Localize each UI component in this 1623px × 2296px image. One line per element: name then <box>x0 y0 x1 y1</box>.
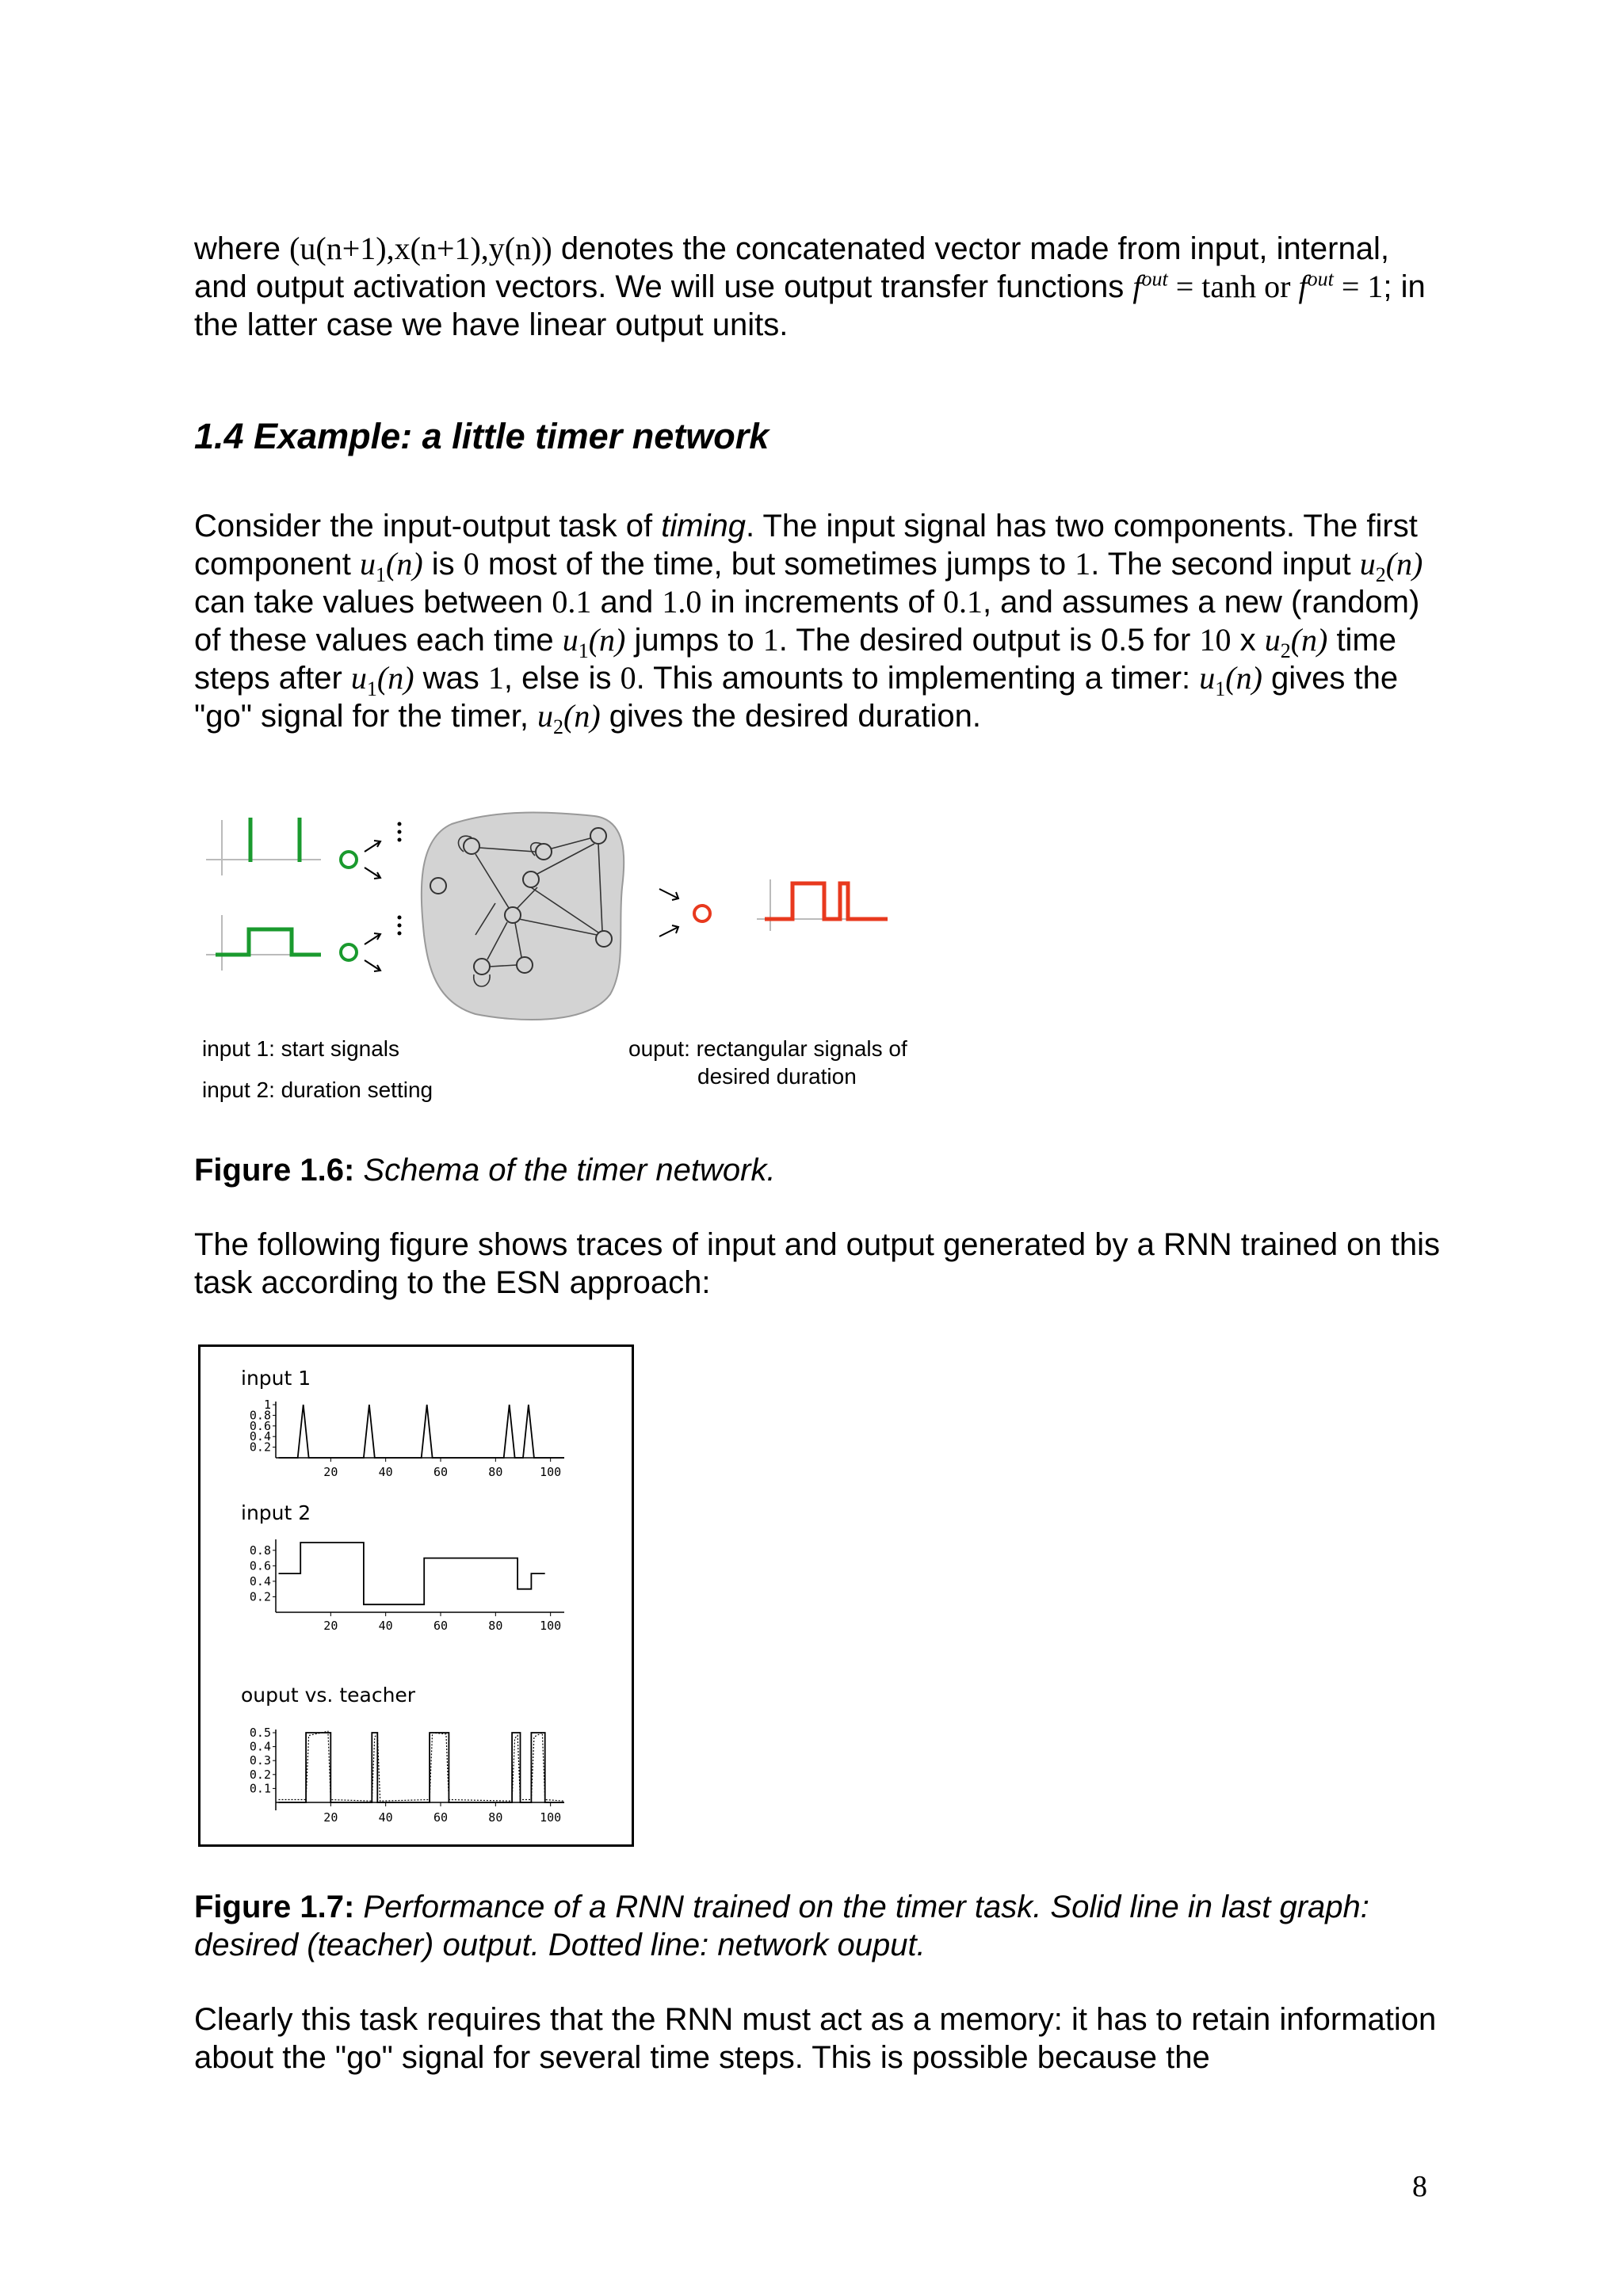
chart-title-input1: input 1 <box>241 1367 311 1390</box>
text: gives the "go" signal for the timer, <box>194 661 1399 734</box>
math-u: u <box>350 660 367 696</box>
text: . The desired output is 0.5 for <box>778 623 1200 658</box>
timer-network-schema <box>198 800 911 1038</box>
x-tick-label: 40 <box>378 1465 393 1479</box>
intro-math: = 1 <box>1333 269 1384 304</box>
x-tick-label: 20 <box>323 1619 338 1633</box>
text: is <box>422 547 464 582</box>
figure-1-6-caption <box>194 1151 1446 1189</box>
caption-label: Figure 1.7: <box>194 1890 355 1924</box>
math-sub: 1 <box>376 563 387 586</box>
label-output-line1: ouput: rectangular signals of <box>628 1036 907 1061</box>
math-num: 0 <box>620 660 636 696</box>
text: was <box>414 661 488 696</box>
x-tick-label: 20 <box>323 1810 338 1825</box>
x-tick-label: 80 <box>488 1619 503 1633</box>
input2-signal <box>206 915 321 971</box>
y-tick-label: 0.1 <box>249 1781 271 1796</box>
y-tick-label: 0.2 <box>249 1767 271 1782</box>
y-tick-label: 0.5 <box>249 1726 271 1740</box>
math-num: 1 <box>487 660 504 696</box>
math-num: 1 <box>1075 546 1091 582</box>
chart-input2 <box>238 1533 602 1640</box>
y-tick-label: 1 <box>263 1398 271 1412</box>
text-italic: timing <box>661 509 746 543</box>
input-node-2 <box>341 944 357 960</box>
y-tick-label: 0.4 <box>249 1739 271 1754</box>
math-num: 0 <box>463 546 479 582</box>
series-line-0 <box>279 1405 565 1458</box>
intro-math: = tanh or <box>1167 269 1299 304</box>
x-tick-label: 100 <box>540 1619 562 1633</box>
closing-paragraph: Clearly this task requires that the RNN must act as a memory: it has to retain information about the "go" signal for several time steps. This is possible because the <box>194 2002 1437 2075</box>
text: x <box>1231 623 1265 658</box>
ellipsis-dots <box>398 822 402 936</box>
caption-text: Schema of the timer network. <box>363 1153 776 1188</box>
label-input1: input 1: start signals <box>202 1036 400 1061</box>
label-output-line2: desired duration <box>697 1064 857 1089</box>
intro-math-vector: (u(n+1),x(n+1),y(n)) <box>289 231 552 266</box>
math-n: (n) <box>563 698 601 734</box>
input1-signal <box>206 818 321 875</box>
output-signal <box>757 879 888 931</box>
x-tick-label: 60 <box>433 1810 449 1825</box>
input-arrows <box>365 841 380 971</box>
output-arrows <box>659 889 678 936</box>
series-line-network <box>279 1731 565 1801</box>
x-tick-label: 100 <box>540 1465 562 1479</box>
page-number: 8 <box>1412 2170 1427 2203</box>
math-n: (n) <box>1385 546 1423 582</box>
intro-paragraph <box>194 230 1446 344</box>
x-tick-label: 60 <box>433 1619 449 1633</box>
math-sub: 1 <box>578 639 589 662</box>
math-num: 10 <box>1199 622 1232 658</box>
series-line-1 <box>279 1543 545 1604</box>
task-paragraph <box>194 507 1446 738</box>
section-heading: 1.4 Example: a little timer network <box>194 416 769 456</box>
math-u: u <box>562 622 579 658</box>
chart-output <box>238 1723 602 1830</box>
x-tick-label: 80 <box>488 1810 503 1825</box>
text: most of the time, but sometimes jumps to <box>479 547 1075 582</box>
math-n: (n) <box>1290 622 1328 658</box>
intro-math-f: f <box>1132 269 1142 304</box>
x-tick-label: 80 <box>488 1465 503 1479</box>
math-num: 0.1 <box>552 584 592 620</box>
y-tick-label: 0.2 <box>249 1589 271 1604</box>
math-sub: 1 <box>1215 677 1226 700</box>
text: in increments of <box>701 585 943 620</box>
x-tick-label: 60 <box>433 1465 449 1479</box>
math-num: 0.1 <box>942 584 983 620</box>
label-input2: input 2: duration setting <box>202 1077 433 1102</box>
math-u: u <box>1264 622 1281 658</box>
chart-title-output: ouput vs. teacher <box>241 1684 416 1707</box>
intro-math-sup: out <box>1307 267 1334 291</box>
y-tick-label: 0.8 <box>249 1543 271 1558</box>
caption-text: Performance of a RNN trained on the timer task. Solid line in last graph: desired (teacher) output. Dotted line: network ouput. <box>194 1890 1369 1962</box>
output-node <box>694 906 710 921</box>
y-tick-label: 0.4 <box>249 1573 271 1589</box>
y-tick-label: 0.6 <box>249 1558 271 1573</box>
chart-title-input2: input 2 <box>241 1501 311 1524</box>
math-n: (n) <box>1225 660 1262 696</box>
text: . The input signal has two components. The first component <box>194 509 1418 582</box>
text: and <box>591 585 663 620</box>
math-u: u <box>1359 546 1376 582</box>
x-tick-label: 20 <box>323 1465 338 1479</box>
intro-text: denotes the concatenated vector made from input, internal, and output activation vectors. We will use output transfer functions <box>194 231 1389 304</box>
math-num: 1 <box>762 622 779 658</box>
math-n: (n) <box>386 546 423 582</box>
math-sub: 2 <box>1280 639 1291 662</box>
chart-input1 <box>238 1398 602 1486</box>
x-tick-label: 40 <box>378 1810 393 1825</box>
intro-math-f: f <box>1298 269 1308 304</box>
text: , and assumes a new (random) of these values each time <box>194 585 1420 658</box>
math-n: (n) <box>588 622 626 658</box>
y-tick-label: 0.4 <box>249 1429 271 1444</box>
text: jumps to <box>625 623 763 658</box>
text: . This amounts to implementing a timer: <box>636 661 1200 696</box>
y-tick-label: 0.2 <box>249 1440 271 1455</box>
math-num: 1.0 <box>662 584 702 620</box>
math-u: u <box>1199 660 1216 696</box>
between-paragraph: The following figure shows traces of input and output generated by a RNN trained on this task according to the ESN approach: <box>194 1227 1441 1300</box>
y-tick-label: 0.6 <box>249 1418 271 1433</box>
figure-1-7-caption <box>194 1888 1446 1964</box>
text: gives the desired duration. <box>600 699 981 734</box>
intro-text: where <box>194 231 290 266</box>
math-sub: 1 <box>366 677 377 700</box>
math-sub: 2 <box>553 715 564 738</box>
text: can take values between <box>194 585 552 620</box>
text: Consider the input-output task of <box>194 509 662 543</box>
math-u: u <box>537 698 554 734</box>
caption-label: Figure 1.6: <box>194 1153 355 1188</box>
text: . The second input <box>1090 547 1360 582</box>
x-tick-label: 40 <box>378 1619 393 1633</box>
math-u: u <box>360 546 376 582</box>
intro-text: ; in the latter case we have linear output units. <box>194 269 1426 342</box>
input-node-1 <box>341 852 357 868</box>
text: , else is <box>503 661 621 696</box>
x-tick-label: 100 <box>540 1810 562 1825</box>
y-tick-label: 0.8 <box>249 1408 271 1423</box>
y-tick-label: 0.3 <box>249 1753 271 1768</box>
text: time steps after <box>194 623 1397 696</box>
series-line-teacher <box>279 1733 565 1802</box>
intro-math-sup: out <box>1141 267 1168 291</box>
math-n: (n) <box>376 660 414 696</box>
math-sub: 2 <box>1375 563 1386 586</box>
